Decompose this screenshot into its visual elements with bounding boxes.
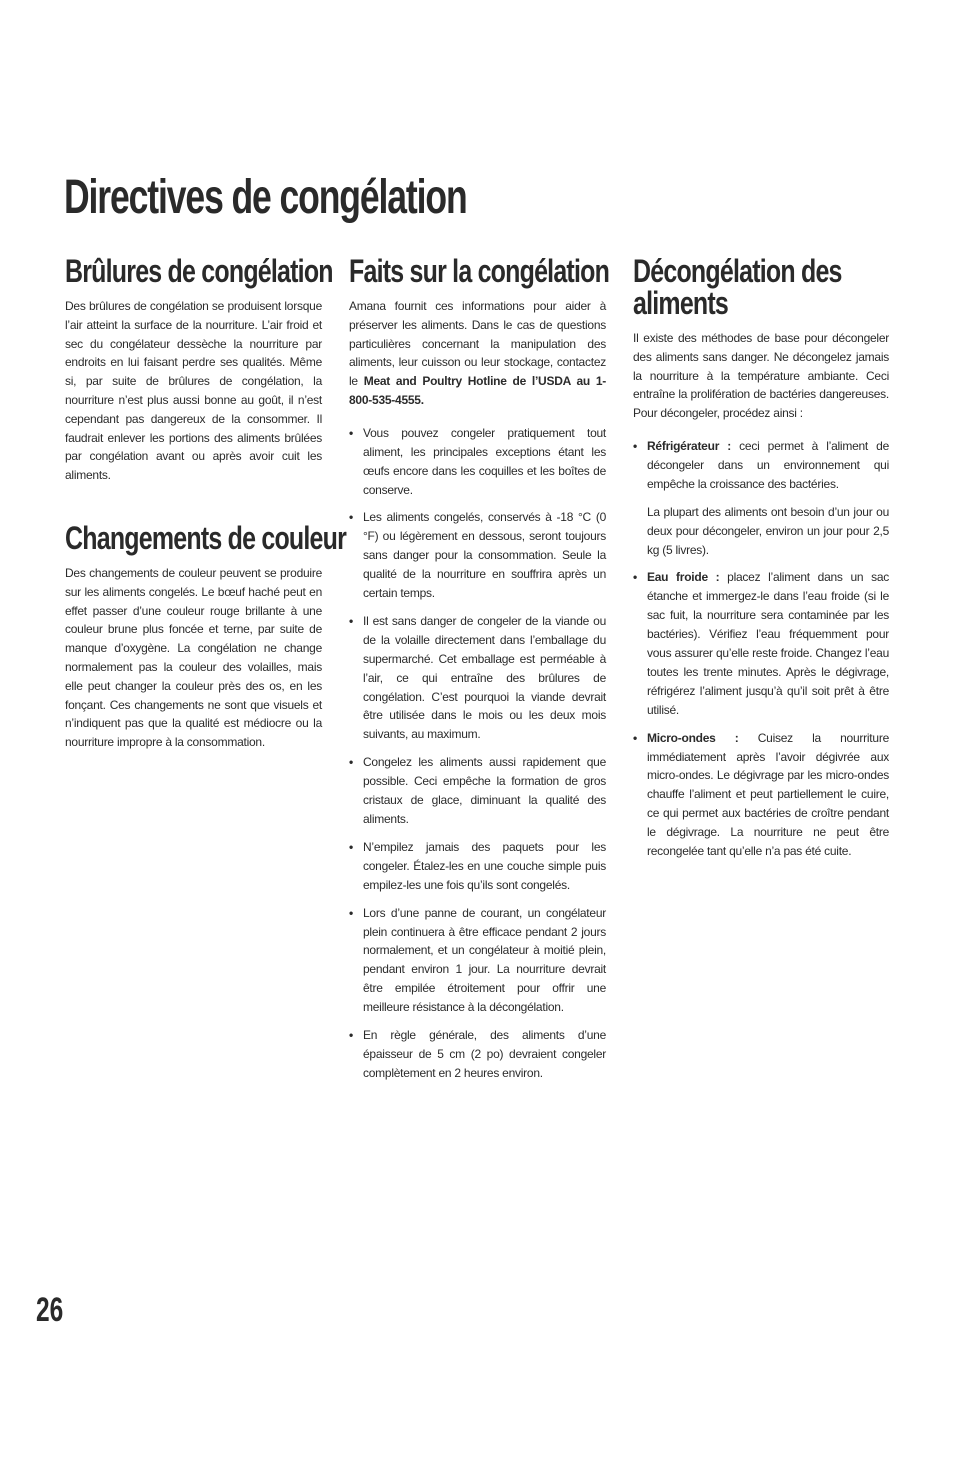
list-item xyxy=(349,508,606,603)
heading-color-changes: Changements de couleur xyxy=(65,519,347,556)
refrigerator-note: La plupart des aliments ont besoin d’un jour ou deux pour décongeler, environ un jour pour 2,5 kg (5 livres). xyxy=(647,504,889,557)
list-item-text: Cuisez la nourriture immédiatement après l’avoir dégivrée aux micro-ondes. Le dégivrage par les micro-ondes chauffe l’aliment et peut partiellement le cuire, ce qui permet aux bactéries de croître pendant le dégivrage. La nourriture ne peut être recongelée tant qu’elle n’a pas été cuite. xyxy=(647,730,889,859)
list-item-text: Lors d’une panne de courant, un congélateur plein continuera à être efficace pendant 2 jours normalement, et un congélateur à moitié plein, pendant environ 1 jour. La nourriture devrait être empilée étroitement pour offrir une meilleure résistance à la décongélation. xyxy=(363,905,606,1015)
paragraph-thawing-intro: Il existe des méthodes de base pour décongeler des aliments sans danger. Ne décongelez jamais la nourriture à la température ambiante. Ceci entraîne la prolifération de bactéries dangereuses. Pour décongeler, procédez ainsi : xyxy=(633,331,889,421)
bullet-icon: • xyxy=(349,425,353,440)
column-left xyxy=(65,253,347,752)
list-item-refrigerator xyxy=(633,437,889,559)
list-item xyxy=(349,612,606,744)
term-cold-water: Eau froide : xyxy=(647,570,720,585)
page-title: Directives de congélation xyxy=(64,171,467,224)
list-item-text: Vous pouvez congeler pratiquement tout aliment, les principales exceptions étant les œufs encore dans les coquilles et les boîtes de conserve. xyxy=(363,425,606,497)
heading-freezing-facts: Faits sur la congélation xyxy=(349,253,610,289)
list-item xyxy=(349,838,606,895)
bullet-icon: • xyxy=(633,438,637,453)
freezing-facts-list xyxy=(349,424,606,1083)
list-item-text: ceci permet à l’aliment de décongeler dans un environnement qui empêche la croissance des bactéries. xyxy=(647,438,889,491)
bullet-icon: • xyxy=(349,905,353,920)
paragraph-freezer-burn: Des brûlures de congélation se produisent lorsque l’air atteint la surface de la nourriture. L’air froid et sec du congélateur dessèche la nourriture par endroits en lui faisant perdre ses qualités. Même si, par suite de brûlures de congélation, la nourriture n’est plus aussi bonne au goût, il n’est cependant pas dangereux de la consommer. Il faudrait enlever les portions des aliments brûlées par congélation avant ou après avoir cuit les aliments. xyxy=(65,299,322,483)
list-item-text: Il est sans danger de congeler de la viande ou de la volaille directement dans l’emballage du supermarché. Cet emballage est perméable à l’air, ce qui entraîne des brûlures de congélation. C’est pourquoi la viande devrait être utilisée dans le mois ou les deux mois suivants, au maximum. xyxy=(363,613,606,742)
term-refrigerator: Réfrigérateur : xyxy=(647,438,732,453)
usda-hotline: Meat and Poultry Hotline de l’USDA au 1-800-535-4555. xyxy=(349,374,606,407)
bullet-icon: • xyxy=(349,510,353,525)
list-item-text: N’empilez jamais des paquets pour les congeler. Étalez-les en une couche simple puis empilez-les une fois qu’ils sont congelés. xyxy=(363,839,606,892)
list-item-cold-water xyxy=(633,568,889,719)
bullet-icon: • xyxy=(349,839,353,854)
list-item xyxy=(349,424,606,500)
bullet-icon: • xyxy=(349,613,353,628)
intro-text: Amana fournit ces informations pour aider à préserver les aliments. Dans le cas de questions particulières concernant la manipulation des aliments, leur cuisson ou leur stockage, contactez le xyxy=(349,299,606,389)
column-middle xyxy=(349,253,610,1092)
list-item-microwave xyxy=(633,729,889,861)
term-microwave: Micro-ondes : xyxy=(647,730,739,745)
bullet-icon: • xyxy=(349,755,353,770)
paragraph-color-changes: Des changements de couleur peuvent se produire sur les aliments congelés. Le bœuf haché peut en effet passer d’une couleur rouge brillante à une couleur brune plus foncée et terne, par suite de manque d’oxygène. La congélation ne change normalement pas la couleur des volailles, mais elle peut changer la couleur près des os, en les fonçant. Ces changements ne sont que visuels et n’indiquent pas que la qualité est médiocre ou la nourriture impropre à la consommation. xyxy=(65,565,322,750)
list-item-text: En règle générale, des aliments d’une épaisseur de 5 cm (2 po) devraient congeler complètement en 2 heures environ. xyxy=(363,1028,606,1080)
bullet-icon: • xyxy=(633,570,637,585)
list-item xyxy=(349,904,606,1017)
paragraph-freezing-intro xyxy=(349,297,606,410)
page-number: 26 xyxy=(36,1291,64,1329)
thawing-methods-list xyxy=(633,437,889,861)
section-spacer xyxy=(65,485,322,522)
bullet-icon: • xyxy=(633,730,637,745)
heading-thawing: Décongélation des aliments xyxy=(633,253,842,321)
list-item-text: placez l’aliment dans un sac étanche et immergez-le dans l’eau froide (si le sac fuit, la nourriture sera contaminée par les bactéries). Vérifiez l’eau fréquemment pour vous assurer qu’elle reste froide. Changez l’eau toutes les trente minutes. Après le dégivrage, réfrigérez l’aliment jusqu’à qu’il soit prêt à être utilisé. xyxy=(647,570,889,717)
column-right xyxy=(633,255,889,870)
list-item xyxy=(349,1026,606,1083)
list-item-text: Les aliments congelés, conservés à -18 °C (0 °F) ou légèrement en dessous, seront toujours sans danger pour la consommation. Seule la qualité de la nourriture en souffrira après un certain temps. xyxy=(363,510,606,601)
heading-freezer-burn: Brûlures de congélation xyxy=(65,253,333,289)
list-item xyxy=(349,753,606,829)
bullet-icon: • xyxy=(349,1028,353,1043)
list-item-text: Congelez les aliments aussi rapidement que possible. Ceci empêche la formation de gros cristaux de glace, diminuant la qualité des aliments. xyxy=(363,755,606,826)
